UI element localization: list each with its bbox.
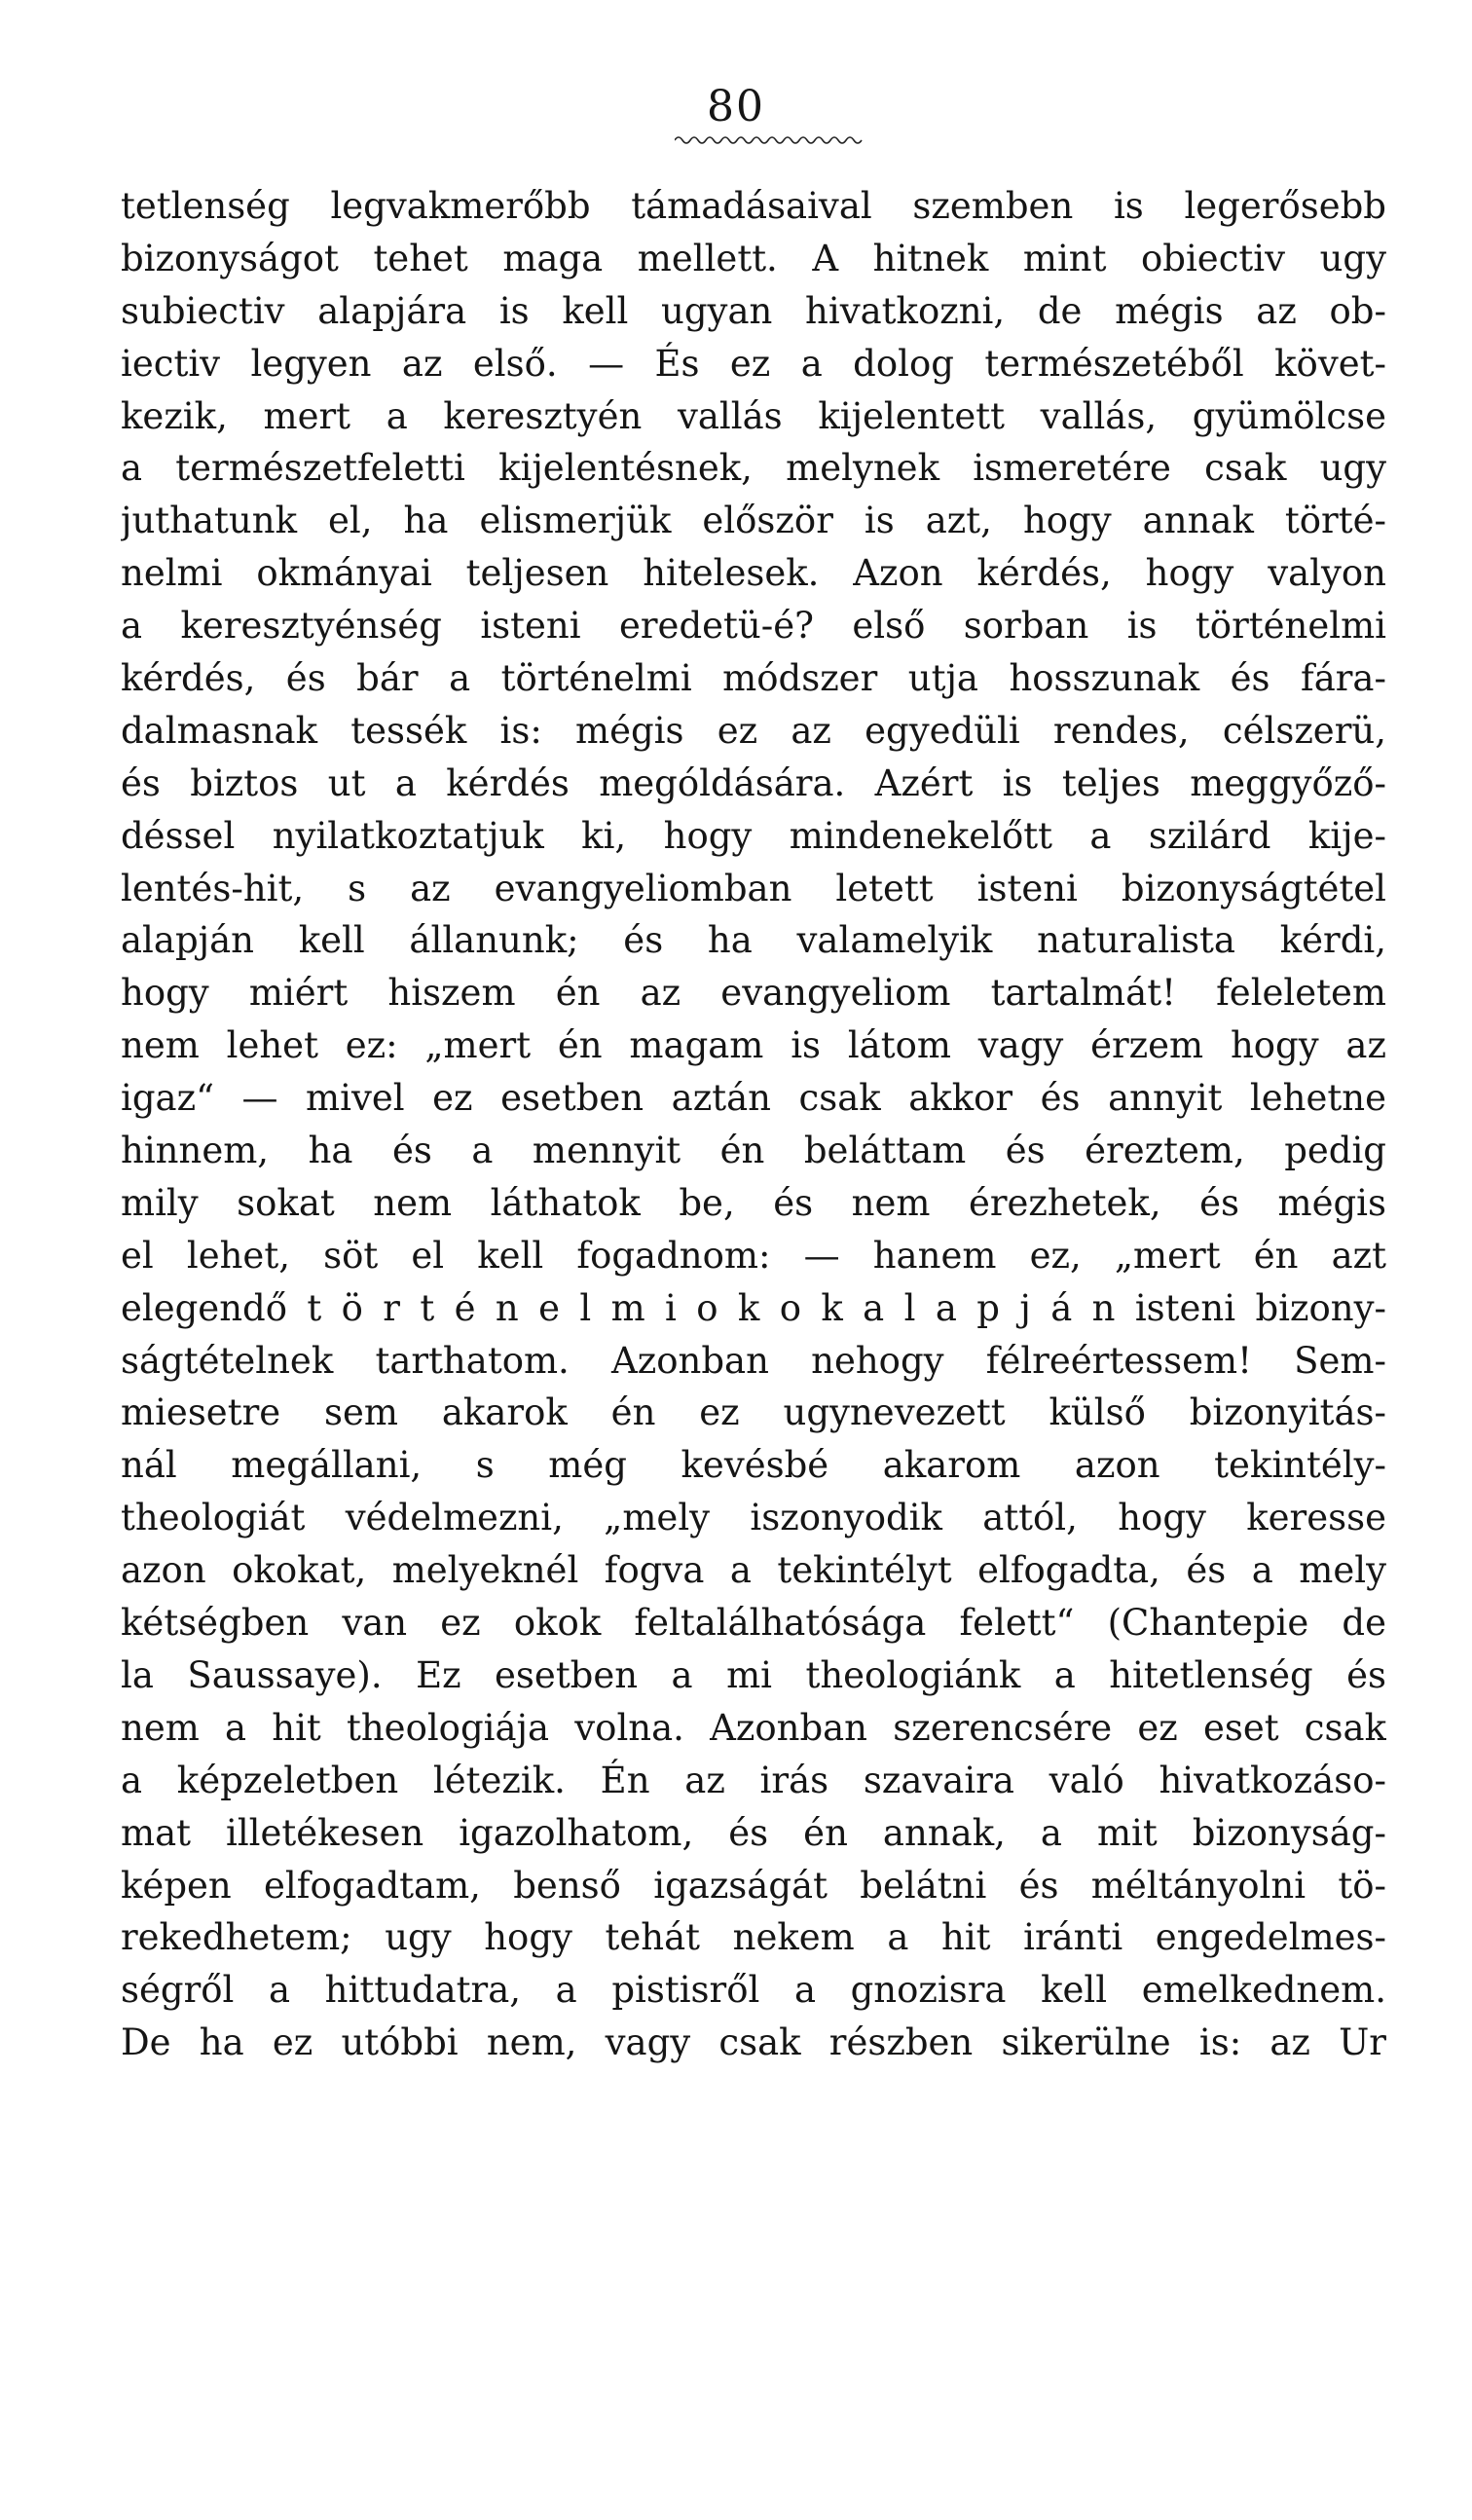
body-text: [121, 180, 1386, 2069]
text-line: déssel nyilatkoztatjuk ki, hogy mindenekelőtt a szilárd kije-: [121, 814, 1386, 857]
text-line: ségről a hittudatra, a pistisről a gnozisra kell emelkednem.: [121, 1969, 1386, 2012]
text-line: rekedhetem; ugy hogy tehát nekem a hit iránti engedelmes-: [121, 1916, 1386, 1959]
text-line: bizonyságot tehet maga mellett. A hitnek mint obiectiv ugy: [121, 237, 1386, 279]
text-line: tetlenség legvakmerőbb támadásaival szemben is legerősebb: [121, 185, 1386, 227]
text-line: mat illetékesen igazolhatom, és én annak, a mit bizonyság-: [121, 1811, 1386, 1854]
text-line: De ha ez utóbbi nem, vagy csak részben sikerülne is: az Ur: [121, 2021, 1386, 2064]
wavy-rule-ornament: [675, 133, 865, 147]
text-line: a természetfeletti kijelentésnek, melynek ismeretére csak ugy: [121, 447, 1386, 490]
text-line: subiectiv alapjára is kell ugyan hivatkozni, de mégis az ob-: [121, 289, 1386, 332]
text-line: nelmi okmányai teljesen hitelesek. Azon kérdés, hogy valyon: [121, 552, 1386, 595]
text-line: nem a hit theologiája volna. Azonban szerencsére ez eset csak: [121, 1706, 1386, 1749]
text-line: iectiv legyen az első. — És ez a dolog természetéből követ-: [121, 342, 1386, 385]
text-line: képen elfogadtam, benső igazságát belátni és méltányolni tö-: [121, 1864, 1386, 1907]
text-line: azon okokat, melyeknél fogva a tekintélyt elfogadta, és a mely: [121, 1549, 1386, 1592]
text-line: igaz“ — mivel ez esetben aztán csak akkor és annyit lehetne: [121, 1077, 1386, 1120]
text-line: alapján kell állanunk; és ha valamelyik naturalista kérdi,: [121, 919, 1386, 962]
text-line: a keresztyénség isteni eredetü-é? első sorban is történelmi: [121, 605, 1386, 648]
text-line: nál megállani, s még kevésbé akarom azon tekintély-: [121, 1444, 1386, 1487]
text-line: lentés-hit, s az evangyeliomban letett isteni bizonyságtétel: [121, 867, 1386, 909]
text-line: kezik, mert a keresztyén vallás kijelentett vallás, gyümölcse: [121, 394, 1386, 437]
text-line: nem lehet ez: „mert én magam is látom vagy érzem hogy az: [121, 1024, 1386, 1067]
text-line: elegendő t ö r t é n e l m i o k o k a l a p j á n isteni bizony-: [121, 1286, 1386, 1329]
text-line: theologiát védelmezni, „mely iszonyodik attól, hogy keresse: [121, 1497, 1386, 1539]
text-line: la Saussaye). Ez esetben a mi theologiánk a hitetlenség és: [121, 1653, 1386, 1696]
text-line: a képzeletben létezik. Én az irás szavaira való hivatkozáso-: [121, 1759, 1386, 1801]
text-line: hogy miért hiszem én az evangyeliom tartalmát! feleletem: [121, 972, 1386, 1015]
text-line: hinnem, ha és a mennyit én beláttam és éreztem, pedig: [121, 1130, 1386, 1172]
text-line: miesetre sem akarok én ez ugynevezett külső bizonyitás-: [121, 1391, 1386, 1434]
text-line: ságtételnek tarthatom. Azonban nehogy félreértessem! Sem-: [121, 1339, 1386, 1382]
text-line: kérdés, és bár a történelmi módszer utja hosszunak és fára-: [121, 657, 1386, 700]
text-line: mily sokat nem láthatok be, és nem érezhetek, és mégis: [121, 1181, 1386, 1224]
text-line: dalmasnak tessék is: mégis ez az egyedüli rendes, célszerü,: [121, 709, 1386, 752]
page-number: 80: [707, 82, 765, 131]
text-line: juthatunk el, ha elismerjük először is azt, hogy annak törté-: [121, 500, 1386, 542]
text-line: kétségben van ez okok feltalálhatósága felett“ (Chantepie de: [121, 1602, 1386, 1645]
text-line: el lehet, söt el kell fogadnom: — hanem ez, „mert én azt: [121, 1234, 1386, 1277]
text-line: és biztos ut a kérdés mególdására. Azért is teljes meggyőző-: [121, 761, 1386, 804]
